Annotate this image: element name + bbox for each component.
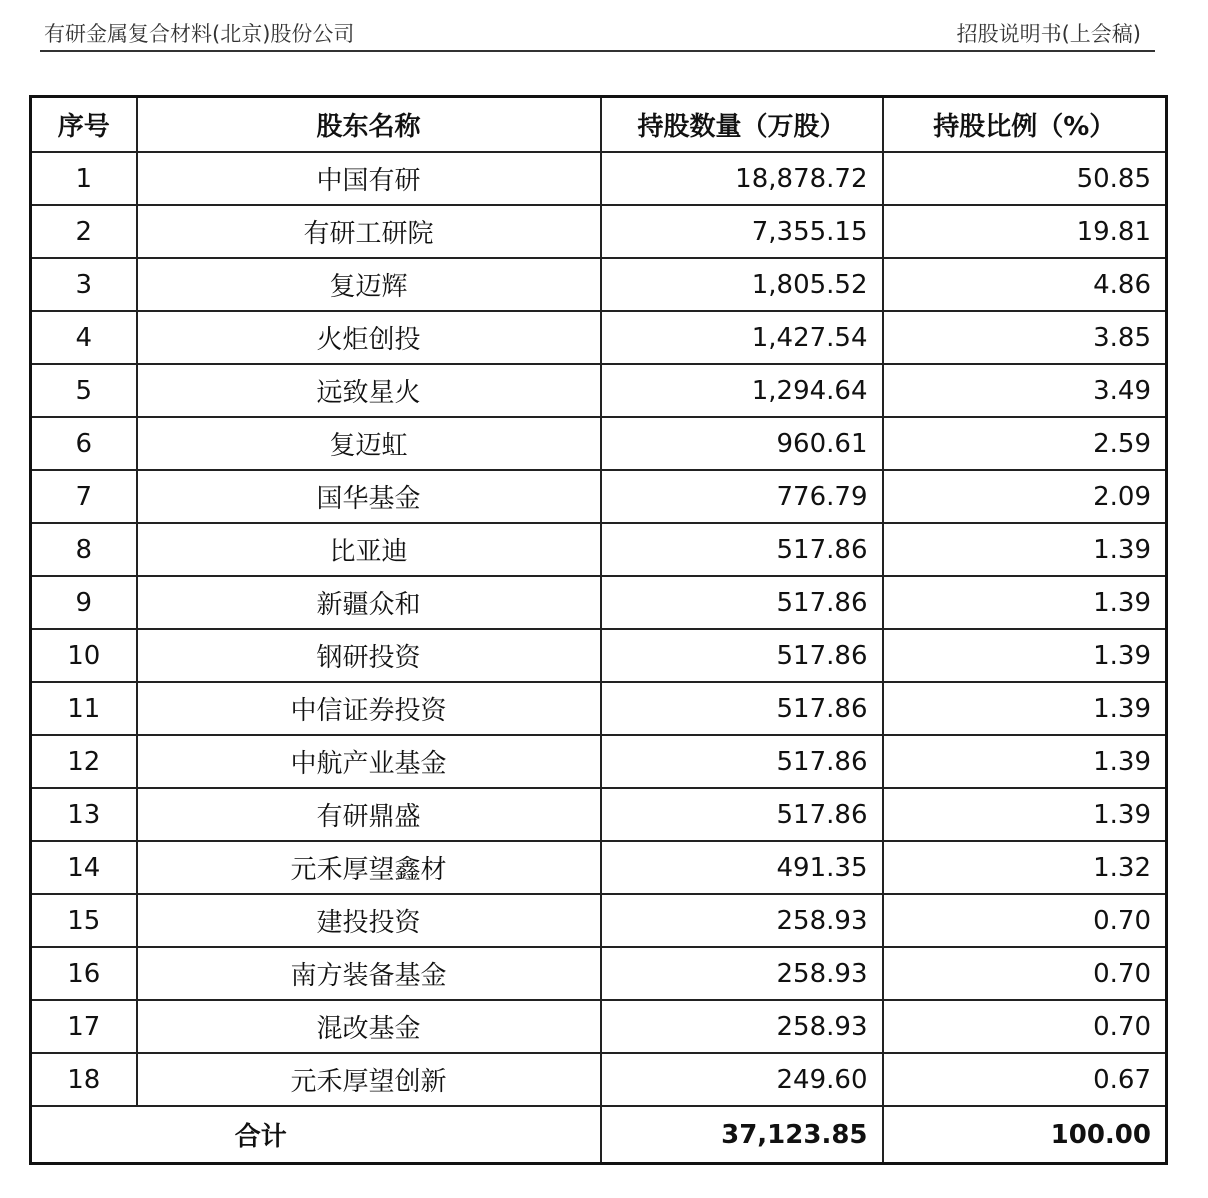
table-row: [31, 417, 1167, 470]
table-row: [31, 629, 1167, 682]
shares-held: 517.86: [601, 523, 883, 576]
shareholding-percent: 1.39: [883, 788, 1167, 841]
shares-held: 7,355.15: [601, 205, 883, 258]
table-row: [31, 523, 1167, 576]
table-row: [31, 735, 1167, 788]
table-row: [31, 841, 1167, 894]
shareholder-name: 南方装备基金: [137, 947, 601, 1000]
table-row: [31, 788, 1167, 841]
header-percent: 持股比例（%）: [883, 97, 1167, 153]
table-row: [31, 1053, 1167, 1106]
table-row: [31, 364, 1167, 417]
shareholder-name: 钢研投资: [137, 629, 601, 682]
shares-held: 1,805.52: [601, 258, 883, 311]
shareholding-percent: 19.81: [883, 205, 1167, 258]
shareholder-name: 远致星火: [137, 364, 601, 417]
shareholding-percent: 3.49: [883, 364, 1167, 417]
table-row: [31, 1000, 1167, 1053]
shareholding-percent: 0.67: [883, 1053, 1167, 1106]
header-shares: 持股数量（万股）: [601, 97, 883, 153]
shareholder-name: 混改基金: [137, 1000, 601, 1053]
total-label: 合计: [31, 1106, 601, 1164]
table-row: [31, 947, 1167, 1000]
row-index: 11: [31, 682, 137, 735]
shareholder-name: 新疆众和: [137, 576, 601, 629]
row-index: 2: [31, 205, 137, 258]
row-index: 9: [31, 576, 137, 629]
shareholding-percent: 1.39: [883, 629, 1167, 682]
row-index: 4: [31, 311, 137, 364]
shares-held: 517.86: [601, 788, 883, 841]
row-index: 17: [31, 1000, 137, 1053]
table-row: [31, 894, 1167, 947]
shareholding-percent: 0.70: [883, 894, 1167, 947]
shares-held: 18,878.72: [601, 152, 883, 205]
document-title: 招股说明书(上会稿): [956, 22, 1141, 46]
shareholder-name: 元禾厚望创新: [137, 1053, 601, 1106]
row-index: 15: [31, 894, 137, 947]
table-row: [31, 205, 1167, 258]
shareholding-percent: 50.85: [883, 152, 1167, 205]
row-index: 13: [31, 788, 137, 841]
shareholder-name: 有研鼎盛: [137, 788, 601, 841]
row-index: 16: [31, 947, 137, 1000]
header-index: 序号: [31, 97, 137, 153]
shareholding-percent: 1.39: [883, 576, 1167, 629]
shares-held: 258.93: [601, 1000, 883, 1053]
row-index: 12: [31, 735, 137, 788]
shareholding-percent: 1.39: [883, 735, 1167, 788]
total-percent: 100.00: [883, 1106, 1167, 1164]
header-shareholder-name: 股东名称: [137, 97, 601, 153]
shareholder-table: [29, 95, 1168, 1165]
row-index: 5: [31, 364, 137, 417]
shareholder-name: 比亚迪: [137, 523, 601, 576]
shareholder-name: 复迈虹: [137, 417, 601, 470]
shares-held: 960.61: [601, 417, 883, 470]
shares-held: 517.86: [601, 576, 883, 629]
shares-held: 517.86: [601, 682, 883, 735]
table-row: [31, 470, 1167, 523]
row-index: 14: [31, 841, 137, 894]
row-index: 3: [31, 258, 137, 311]
shareholder-name: 复迈辉: [137, 258, 601, 311]
shareholder-name: 中航产业基金: [137, 735, 601, 788]
shares-held: 1,294.64: [601, 364, 883, 417]
row-index: 8: [31, 523, 137, 576]
shareholder-name: 中信证券投资: [137, 682, 601, 735]
table-row: [31, 258, 1167, 311]
table-row: [31, 576, 1167, 629]
shares-held: 1,427.54: [601, 311, 883, 364]
shares-held: 258.93: [601, 894, 883, 947]
shareholding-percent: 2.09: [883, 470, 1167, 523]
total-row: [31, 1106, 1167, 1164]
shares-held: 517.86: [601, 735, 883, 788]
shareholding-percent: 2.59: [883, 417, 1167, 470]
row-index: 18: [31, 1053, 137, 1106]
shares-held: 776.79: [601, 470, 883, 523]
shareholder-name: 建投投资: [137, 894, 601, 947]
shares-held: 517.86: [601, 629, 883, 682]
shareholding-percent: 1.32: [883, 841, 1167, 894]
row-index: 1: [31, 152, 137, 205]
row-index: 6: [31, 417, 137, 470]
page-header: [40, 0, 1155, 52]
total-shares: 37,123.85: [601, 1106, 883, 1164]
shares-held: 258.93: [601, 947, 883, 1000]
shareholding-percent: 1.39: [883, 523, 1167, 576]
row-index: 10: [31, 629, 137, 682]
shareholding-percent: 4.86: [883, 258, 1167, 311]
row-index: 7: [31, 470, 137, 523]
shareholder-name: 中国有研: [137, 152, 601, 205]
shareholding-percent: 0.70: [883, 1000, 1167, 1053]
company-name: 有研金属复合材料(北京)股份公司: [44, 22, 355, 46]
shareholder-name: 火炬创投: [137, 311, 601, 364]
shareholder-name: 元禾厚望鑫材: [137, 841, 601, 894]
shareholding-percent: 0.70: [883, 947, 1167, 1000]
shareholding-percent: 3.85: [883, 311, 1167, 364]
shareholder-name: 有研工研院: [137, 205, 601, 258]
shares-held: 249.60: [601, 1053, 883, 1106]
table-header-row: [31, 97, 1167, 153]
shares-held: 491.35: [601, 841, 883, 894]
table-row: [31, 311, 1167, 364]
table-row: [31, 152, 1167, 205]
table-row: [31, 682, 1167, 735]
shareholder-name: 国华基金: [137, 470, 601, 523]
shareholding-percent: 1.39: [883, 682, 1167, 735]
